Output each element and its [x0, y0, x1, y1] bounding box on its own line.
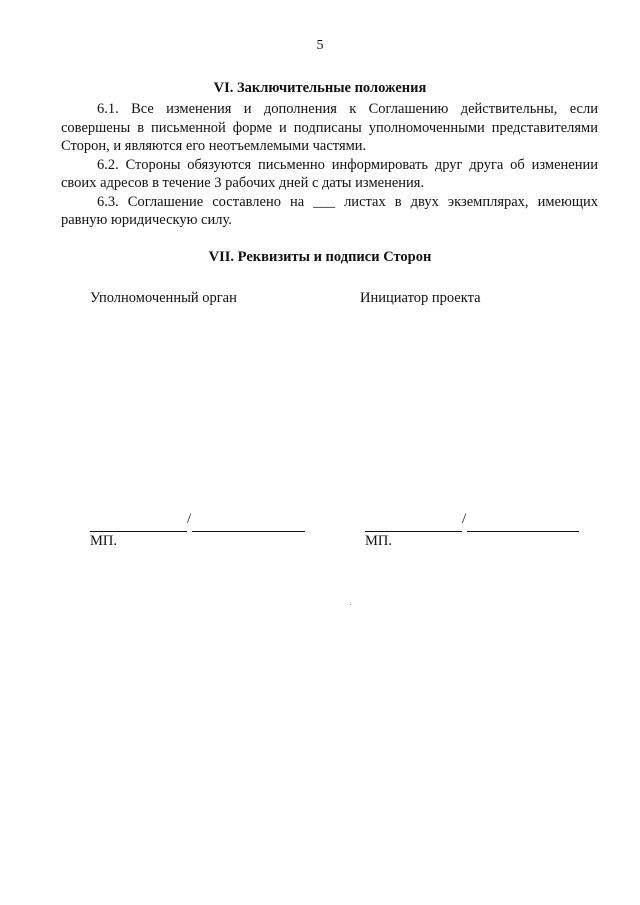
signature-separator-left: / — [187, 511, 192, 527]
clause-6-1: 6.1. Все изменения и дополнения к Соглашению действительны, если совершены в письменной форме и подписаны уполномоченными представителями Сторон, и являются его неотъемлемыми частями. — [61, 101, 598, 154]
stamp-place-left: МП. — [90, 533, 117, 549]
signature-separator-right: / — [462, 511, 467, 527]
clause-6-3: 6.3. Соглашение составлено на ___ листах в двух экземплярах, имеющих равную юридическую силу. — [61, 193, 598, 228]
section-heading-requisites: VII. Реквизиты и подписи Сторон — [208, 249, 432, 265]
signature-line-right — [365, 515, 462, 532]
final-provisions-clauses — [61, 100, 598, 230]
clause-6-2: 6.2. Стороны обязуются письменно информировать друг друга об изменении своих адресов в течение 3 рабочих дней с даты изменения. — [61, 156, 598, 191]
page-number: 5 — [316, 38, 324, 53]
stamp-place-right: МП. — [365, 533, 392, 549]
party-label-project-initiator: Инициатор проекта — [360, 290, 481, 306]
name-line-right — [467, 515, 579, 532]
signature-line-left — [90, 515, 187, 532]
scan-speck — [350, 604, 351, 605]
party-label-authorized-body: Уполномоченный орган — [90, 290, 237, 306]
section-heading-final-provisions: VI. Заключительные положения — [213, 80, 427, 96]
name-line-left — [192, 515, 305, 532]
